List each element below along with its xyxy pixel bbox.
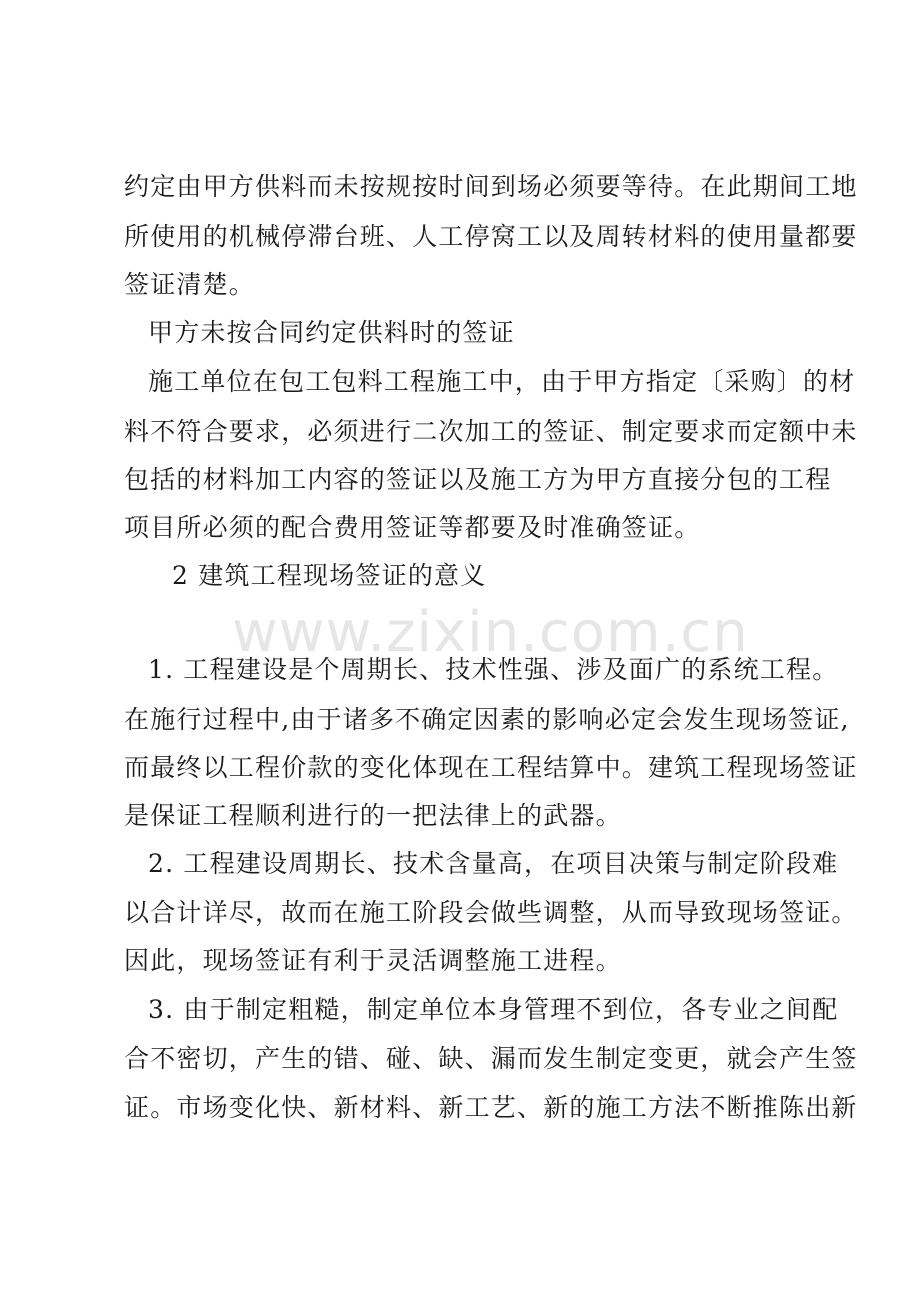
text-line: 1. 工程建设是个周期长、技术性强、涉及面广的系统工程。 — [148, 655, 839, 684]
text-line: 而最终以工程价款的变化体现在工程结算中。建筑工程现场签证 — [124, 753, 858, 782]
section-heading: 甲方未按合同约定供料时的签证 — [148, 318, 515, 347]
text-line: 料不符合要求，必须进行二次加工的签证、制定要求而定额中未 — [124, 417, 858, 446]
text-line: 约定由甲方供料而未按规按时间到场必须要等待。在此期间工地 — [124, 172, 858, 201]
text-line: 签证清楚。 — [124, 270, 256, 299]
text-line: 证。市场变化快、新材料、新工艺、新的施工方法不断推陈出新 — [124, 1093, 858, 1122]
text-line: 合不密切，产生的错、碰、缺、漏而发生制定变更，就会产生签 — [124, 1044, 858, 1073]
text-line: 包括的材料加工内容的签证以及施工方为甲方直接分包的工程 — [124, 465, 832, 494]
section-heading: 2 建筑工程现场签证的意义 — [172, 561, 487, 590]
text-line: 2. 工程建设周期长、技术含量高，在项目决策与制定阶段难 — [148, 849, 839, 878]
text-line: 项目所必须的配合费用签证等都要及时准确签证。 — [124, 513, 701, 542]
text-line: 因此，现场签证有利于灵活调整施工进程。 — [124, 946, 622, 975]
text-line: 施工单位在包工包料工程施工中，由于甲方指定〔采购〕的材 — [148, 367, 856, 396]
text-line: 是保证工程顺利进行的一把法律上的武器。 — [124, 801, 622, 830]
text-line: 所使用的机械停滞台班、人工停窝工以及周转材料的使用量都要 — [124, 222, 858, 251]
text-line: 以合计详尽，故而在施工阶段会做些调整，从而导致现场签证。 — [124, 898, 858, 927]
text-line: 3. 由于制定粗糙，制定单位本身管理不到位，各专业之间配 — [148, 995, 839, 1024]
text-line: 在施行过程中,由于诸多不确定因素的影响必定会发生现场签证, — [124, 705, 850, 734]
watermark: www.zixin.com.cn — [232, 600, 749, 665]
